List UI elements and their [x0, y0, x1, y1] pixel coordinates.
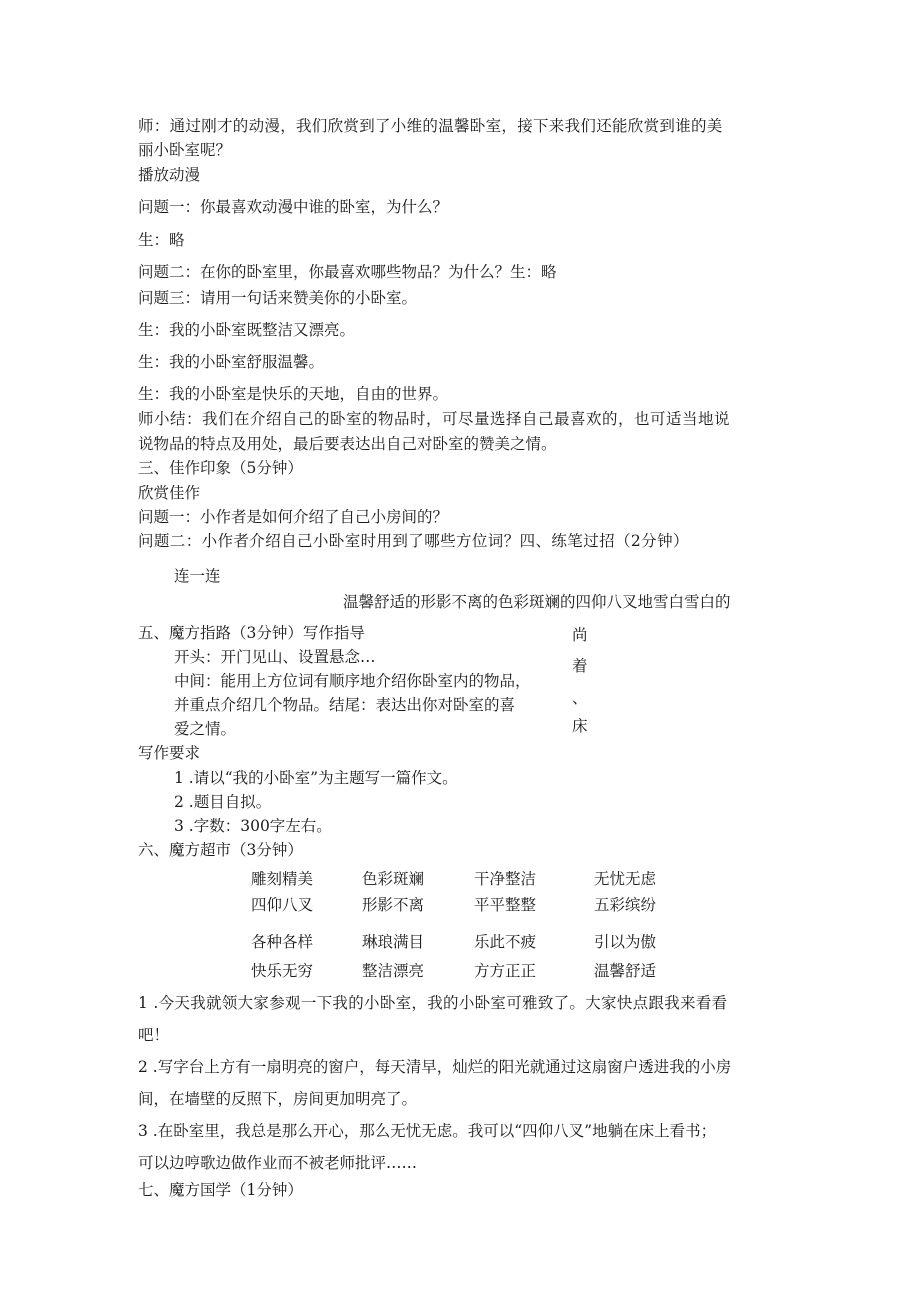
text-line: 问题一：小作者是如何介绍了自己小房间的？	[138, 508, 449, 526]
side-char: 、	[572, 689, 588, 707]
table-cell: 乐此不疲	[474, 933, 537, 951]
text-line: 生：我的小卧室是快乐的天地，自由的世界。	[138, 385, 449, 403]
list-item: 3 .字数：300字左右。	[174, 817, 332, 835]
text-line: 开头：开门见山、设置悬念…	[174, 648, 376, 666]
text-line: 中间：能用上方位词有顺序地介绍你卧室内的物品，	[174, 672, 531, 690]
table-cell: 琳琅满目	[362, 933, 425, 951]
table-cell: 方方正正	[474, 962, 537, 980]
table-cell: 五彩缤纷	[594, 896, 657, 914]
table-cell: 干净整洁	[474, 870, 537, 888]
example-paragraph: 2 .写字台上方有一扇明亮的窗户，每天清早，灿烂的阳光就通过这扇窗户透进我的小房	[138, 1058, 732, 1076]
text-line: 问题一：你最喜欢动漫中谁的卧室，为什么？	[138, 198, 449, 216]
table-cell: 雕刻精美	[251, 870, 314, 888]
side-char: 着	[572, 657, 588, 675]
side-char: 尚	[572, 626, 588, 644]
example-paragraph: 吧！	[138, 1026, 170, 1044]
table-cell: 四仰八叉	[251, 896, 314, 914]
text-line: 丽小卧室呢？	[138, 141, 232, 159]
text-line: 生：我的小卧室舒服温馨。	[138, 353, 325, 371]
table-cell: 快乐无穷	[251, 962, 314, 980]
side-char: 床	[572, 717, 588, 735]
table-cell: 各种各样	[251, 933, 314, 951]
word-list: 温馨舒适的形影不离的色彩斑斓的四仰八叉地雪白雪白的	[343, 593, 731, 611]
text-line: 问题三：请用一句话来赞美你的小卧室。	[138, 289, 418, 307]
section-heading: 六、魔方超市（3分钟）	[138, 841, 303, 859]
table-cell: 平平整整	[474, 896, 537, 914]
section-heading: 七、魔方国学（1分钟）	[138, 1181, 303, 1199]
text-line: 师：通过刚才的动漫，我们欣赏到了小维的温馨卧室，接下来我们还能欣赏到谁的美	[138, 117, 723, 135]
example-paragraph: 3 .在卧室里，我总是那么开心，那么无忧无虑。我可以“四仰八叉”地躺在床上看书；	[138, 1122, 717, 1140]
list-item: 2 .题目自拟。	[174, 793, 272, 811]
table-cell: 整洁漂亮	[362, 962, 425, 980]
text-line: 生：略	[138, 231, 185, 249]
section-heading: 三、佳作印象（5分钟）	[138, 459, 303, 477]
table-cell: 色彩斑斓	[362, 870, 425, 888]
text-line: 生：我的小卧室既整洁又漂亮。	[138, 321, 356, 339]
section-heading: 五、魔方指路（3分钟）写作指导	[138, 624, 365, 642]
text-line: 欣赏佳作	[138, 484, 201, 502]
example-paragraph: 可以边哼歌边做作业而不被老师批评……	[138, 1154, 418, 1172]
text-line: 说物品的特点及用处，最后要表达出自己对卧室的赞美之情。	[138, 435, 557, 453]
example-paragraph: 1 .今天我就领大家参观一下我的小卧室，我的小卧室可雅致了。大家快点跟我来看看	[138, 994, 728, 1012]
text-line: 连一连	[174, 567, 221, 585]
table-cell: 无忧无虑	[594, 870, 657, 888]
text-line: 写作要求	[138, 744, 201, 762]
text-line: 并重点介绍几个物品。结尾：表达出你对卧室的喜	[174, 696, 516, 714]
text-line: 问题二：小作者介绍自己小卧室时用到了哪些方位词？四、练笔过招（2分钟）	[138, 532, 689, 550]
text-line: 播放动漫	[138, 166, 201, 184]
table-cell: 引以为傲	[594, 933, 657, 951]
text-line: 问题二：在你的卧室里，你最喜欢哪些物品？为什么？生：略	[138, 263, 557, 281]
table-cell: 形影不离	[362, 896, 425, 914]
list-item: 1 .请以“我的小卧室”为主题写一篇作文。	[174, 769, 458, 787]
table-cell: 温馨舒适	[594, 962, 657, 980]
text-line: 爱之情。	[174, 720, 237, 738]
example-paragraph: 间，在墙壁的反照下，房间更加明亮了。	[138, 1090, 418, 1108]
text-line: 师小结：我们在介绍自己的卧室的物品时，可尽量选择自己最喜欢的，也可适当地说	[138, 410, 731, 428]
